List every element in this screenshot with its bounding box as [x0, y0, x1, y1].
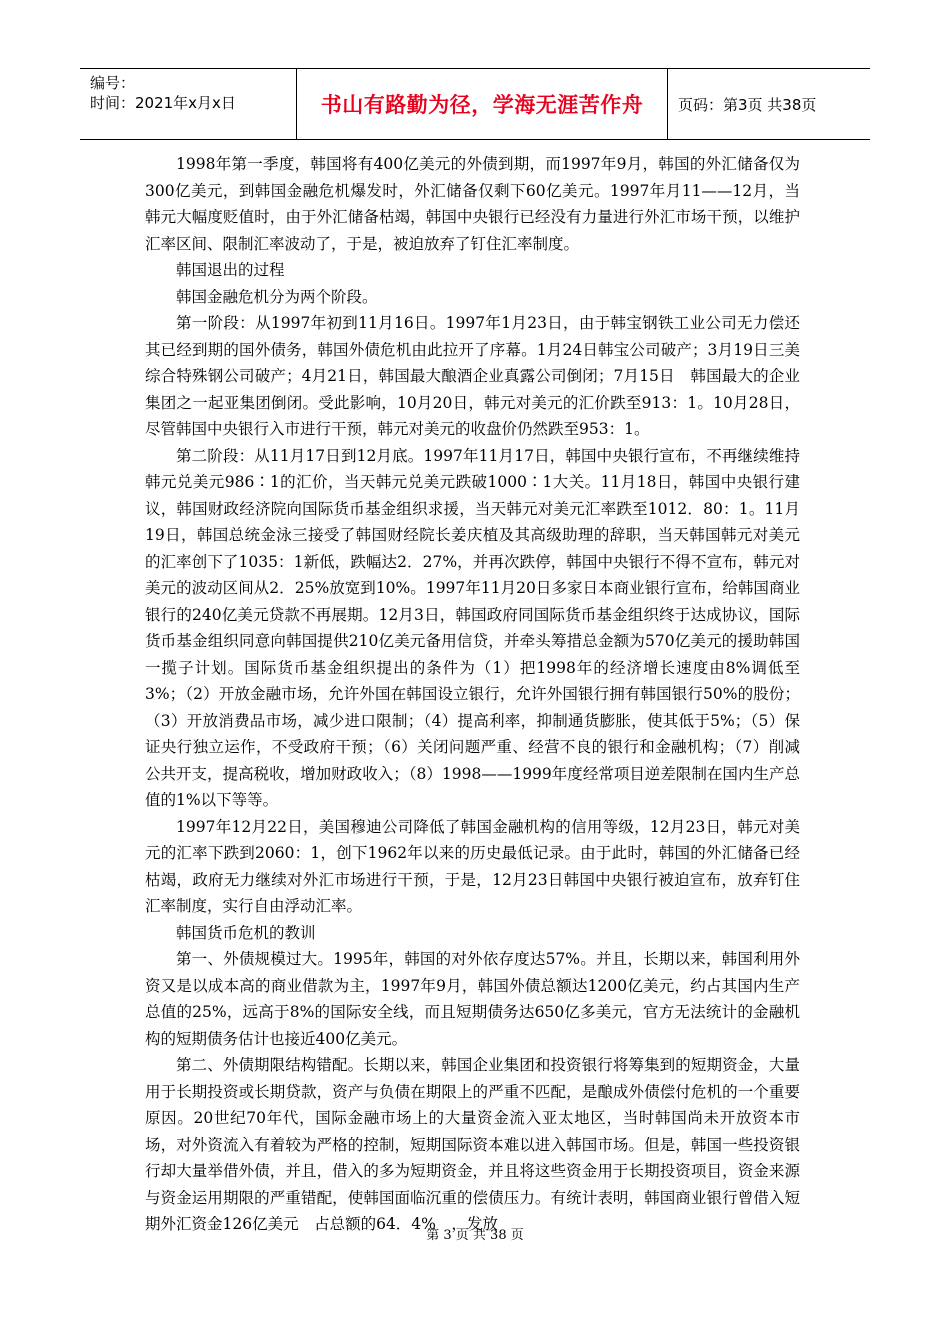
paragraph-2: 韩国金融危机分为两个阶段。 — [176, 287, 378, 306]
paragraph-stage-two: 第二阶段：从11月17日到12月底。1997年11月17日，韩国中央银行宣布，不再继续维持韩元兑美元986∶1的汇价，当天韩元兑美元跌破1000∶1大关。11月18日，韩国中央银行建议，韩国财政经济院向国际货币基金组织求援，当天韩元对美元汇率跌至1012．80：1。11月19日，韩国总统金泳三接受了韩国财经院长姜庆植及其高级助理的辞职，当天韩国韩元对美元的汇率创下了1035：1新低，跌幅达2．27%，并再次跌停，韩国中央银行不得不宣布，韩元对美元的波动区间从2．25%放宽到10%。1997年11月20日多家日本商业银行宣布，给韩国商业银行的240亿美元贷款不再展期。12月3日，韩国政府同国际货币基金组织终于达成协议，国际货币基金组织同意向韩国提供210亿美元备用信贷，并牵头筹措总金额为570亿美元的援助韩国一揽子计划。国际货币基金组织提出的条件为（1）把1998年的经济增长速度由8%调低至3%；（2）开放金融市场，允许外国在韩国设立银行，允许外国银行拥有韩国银行50%的股份；（3）开放消费品市场，减少进口限制；（4）提高利率，抑制通货膨胀，使其低于5%；（5）保证央行独立运作，不受政府干预；（6）关闭问题严重、经营不良的银行和金融机构；（7）削减公共开支，提高税收，增加财政收入；（8）1998——1999年度经常项目逆差限制在国内生产总值的1%以下等等。 — [145, 446, 800, 809]
page-info-label: 页码：第3页 共38页 — [678, 95, 817, 114]
header-motto: 书山有路勤为径，学海无涯苦作舟 — [320, 93, 644, 117]
page-header — [80, 68, 870, 140]
paragraph-lesson-two: 第二、外债期限结构错配。长期以来，韩国企业集团和投资银行将筹集到的短期资金，大量用于长期投资或长期贷款，资产与负债在期限上的严重不匹配，是酿成外债偿付危机的一个重要原因。20世纪70年代，国际金融市场上的大量资金流入亚太地区，当时韩国尚未开放资本市场，对外资流入有着较为严格的控制，短期国际资本难以进入韩国市场。但是，韩国一些投资银行却大量举借外债，并且，借入的多为短期资金，并且将这些资金用于长期投资项目，资金来源与资金运用期限的严重错配，使韩国面临沉重的偿债压力。有统计表明，韩国商业银行曾借入短期外汇资金126亿美元 占总额的64．4% ，发放 — [145, 1056, 800, 1233]
paragraph-1: 1998年第一季度，韩国将有400亿美元的外债到期，而1997年9月，韩国的外汇储备仅为300亿美元，到韩国金融危机爆发时，外汇储备仅剩下60亿美元。1997年月11——12月，当韩元大幅度贬值时，由于外汇储备枯竭，韩国中央银行已经没有力量进行外汇市场干预，以维护汇率区间、限制汇率波动了，于是，被迫放弃了钉住汇率制度。 — [145, 155, 800, 253]
header-motto-cell — [297, 69, 668, 139]
section-heading-lessons: 韩国货币危机的教训 — [176, 923, 316, 942]
section-heading-exit-process: 韩国退出的过程 — [176, 261, 285, 279]
number-label: 编号： — [90, 74, 136, 92]
document-body — [145, 151, 800, 1238]
page-footer: 第 3 页 共 38 页 — [426, 1228, 524, 1243]
paragraph-stage-one: 第一阶段：从1997年初到11月16日。1997年1月23日，由于韩宝钢铁工业公司无力偿还其已经到期的国外债务，韩国外债危机由此拉开了序幕。1月24日韩宝公司破产；3月19日三美综合特殊钢公司破产；4月21日，韩国最大酿酒企业真露公司倒闭；7月15日 韩国最大的企业集团之一起亚集团倒闭。受此影响，10月20日，韩元对美元的汇价跌至913：1。10月28日，尽管韩国中央银行入市进行干预，韩元对美元的收盘价仍然跌至953：1。 — [145, 314, 800, 438]
time-label: 时间：2021年x月x日 — [90, 94, 236, 112]
paragraph-lesson-one: 第一、外债规模过大。1995年，韩国的对外依存度达57%。并且，长期以来，韩国利用外资又是以成本高的商业借款为主，1997年9月，韩国外债总额达1200亿美元，约占其国内生产总值的25%，远高于8%的国际安全线，而且短期债务达650亿多美元，官方无法统计的金融机构的短期债务估计也接近400亿美元。 — [145, 950, 800, 1048]
paragraph-moodys: 1997年12月22日，美国穆迪公司降低了韩国金融机构的信用等级，12月23日，韩元对美元的汇率下跌到2060：1，创下1962年以来的历史最低记录。由于此时，韩国的外汇储备已经枯竭，政府无力继续对外汇市场进行干预，于是，12月23日韩国中央银行被迫宣布，放弃钉住汇率制度，实行自由浮动汇率。 — [145, 817, 800, 915]
header-meta — [80, 69, 297, 139]
header-page-info — [668, 69, 870, 139]
